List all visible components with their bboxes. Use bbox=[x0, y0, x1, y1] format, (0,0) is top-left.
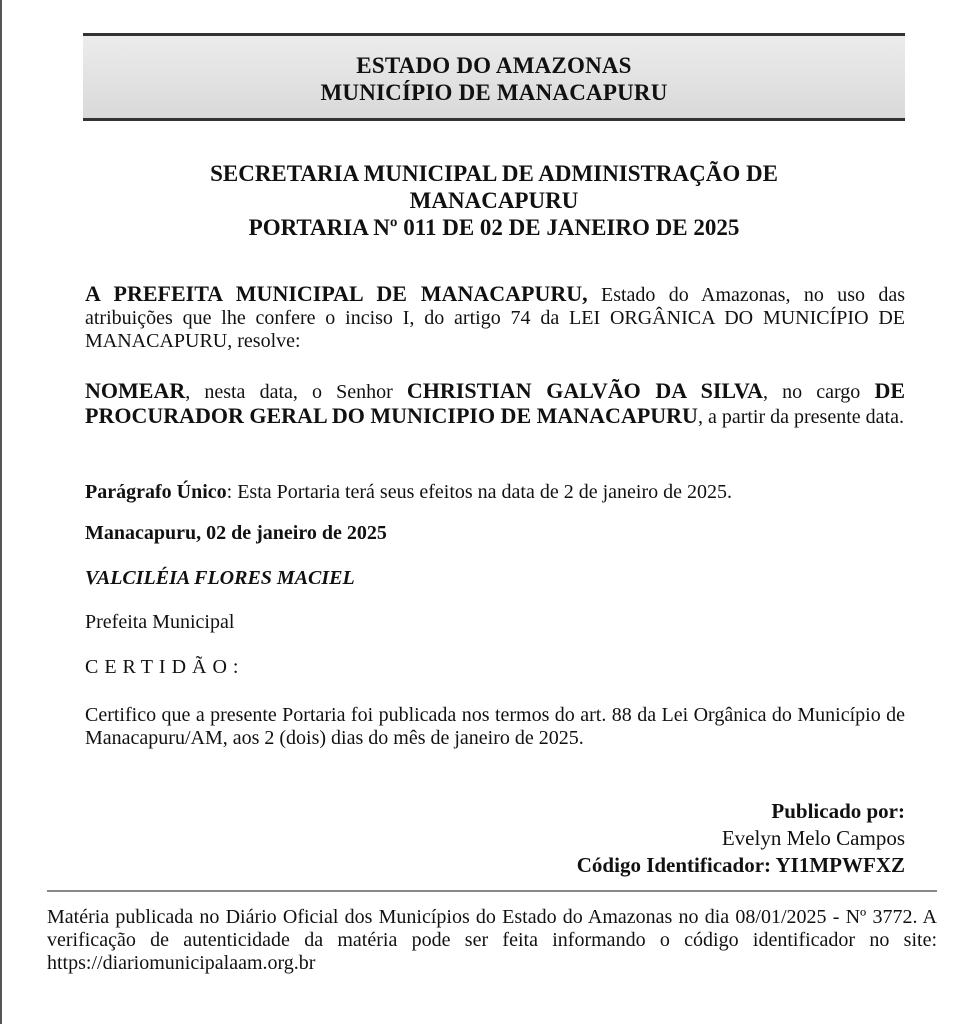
header-municipality: MUNICÍPIO DE MANACAPURU bbox=[320, 80, 668, 105]
signatory-name: VALCILÉIA FLORES MACIEL bbox=[85, 567, 355, 589]
identifier-code bbox=[577, 852, 905, 879]
footer-notice: Matéria publicada no Diário Oficial dos Municípios do Estado do Amazonas no dia 08/01/2025 - Nº 3772. A verificação de autenticidade da matéria pode ser feita informando o código identificador no site: https://diariomunicipalaam.org.br bbox=[47, 906, 937, 974]
portaria-title: PORTARIA Nº 011 DE 02 DE JANEIRO DE 2025 bbox=[248, 215, 740, 240]
nomeacao-person: CHRISTIAN GALVÃO DA SILVA bbox=[406, 378, 763, 403]
code-value: YI1MPWFXZ bbox=[775, 853, 905, 877]
paragrafo-unico bbox=[85, 481, 905, 504]
nomeacao-verb: NOMEAR bbox=[85, 378, 186, 403]
certidao-text: Certifico que a presente Portaria foi publicada nos termos do art. 88 da Lei Orgânica do Município de Manacapuru/AM, aos 2 (dois) dias do mês de janeiro de 2025. bbox=[85, 704, 905, 749]
intro-text: Estado do Amazonas, no uso das atribuições que lhe confere o inciso I, do artigo 74 da LEI ORGÂNICA DO MUNICÍPIO DE MANACAPURU, resolve: bbox=[85, 284, 906, 352]
nomeacao-text-3: , a partir da presente data. bbox=[697, 406, 904, 428]
nomeacao-text-2: , no cargo bbox=[763, 381, 875, 403]
paragrafo-unico-text: : Esta Portaria terá seus efeitos na data de 2 de janeiro de 2025. bbox=[226, 481, 733, 503]
footer-divider bbox=[47, 890, 937, 892]
place-date: Manacapuru, 02 de janeiro de 2025 bbox=[85, 522, 387, 544]
document-title bbox=[83, 160, 905, 241]
nomeacao-text-1: , nesta data, o Senhor bbox=[185, 381, 407, 403]
nomeacao-cargo: DE PROCURADOR GERAL DO MUNICIPIO DE MANACAPURU bbox=[85, 378, 905, 428]
code-label: Código Identificador: bbox=[576, 853, 772, 877]
publisher-name: Evelyn Melo Campos bbox=[721, 826, 905, 850]
header-state: ESTADO DO AMAZONAS bbox=[356, 53, 632, 78]
signatory-role: Prefeita Municipal bbox=[85, 611, 235, 633]
intro-subject: A PREFEITA MUNICIPAL DE MANACAPURU, bbox=[85, 281, 588, 306]
publication-info bbox=[577, 798, 905, 879]
secretaria-line-2: MANACAPURU bbox=[409, 188, 579, 213]
document-header bbox=[83, 33, 905, 121]
paragrafo-unico-label: Parágrafo Único bbox=[85, 481, 227, 503]
certidao-heading: CERTIDÃO: bbox=[85, 656, 245, 678]
page-border bbox=[0, 0, 2, 1024]
intro-paragraph bbox=[85, 282, 905, 353]
secretaria-line-1: SECRETARIA MUNICIPAL DE ADMINISTRAÇÃO DE bbox=[210, 161, 778, 186]
published-by-label: Publicado por: bbox=[771, 799, 905, 823]
nomeacao-paragraph bbox=[85, 379, 905, 429]
